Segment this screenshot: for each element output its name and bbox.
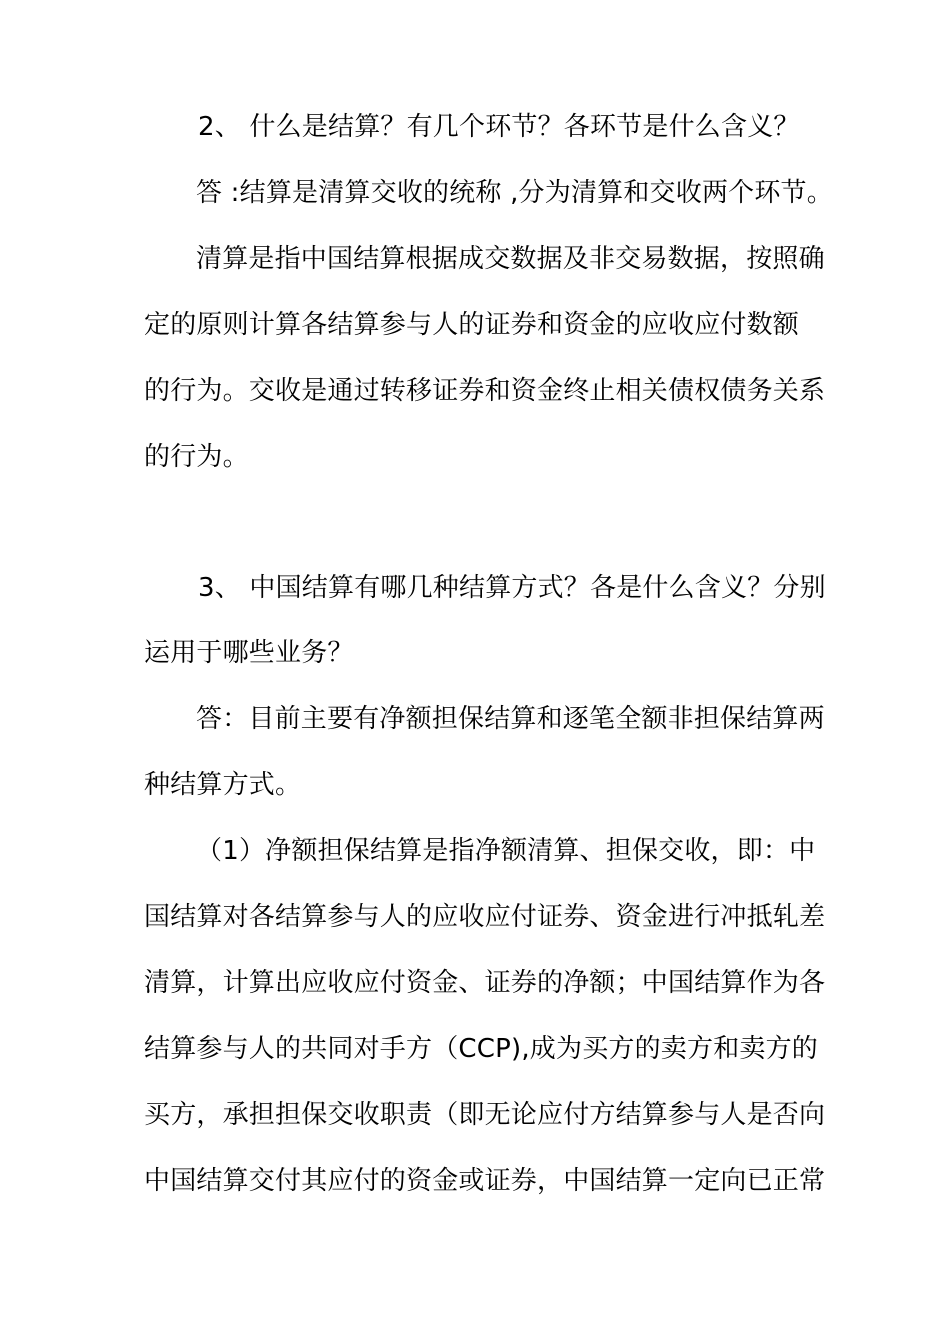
answer-2-line-3: 定的原则计算各结算参与人的证券和资金的应收应付数额	[144, 310, 800, 340]
question-3-line-1: 3、 中国结算有哪几种结算方式？各是什么含义？分别	[198, 573, 826, 603]
answer-3-line-4: 国结算对各结算参与人的应收应付证券、资金进行冲抵轧差	[144, 902, 826, 932]
question-3-line-2: 运用于哪些业务？	[144, 638, 354, 668]
answer-3-line-8: 中国结算交付其应付的资金或证券，中国结算一定向已正常	[144, 1166, 826, 1196]
answer-2-line-4: 的行为。交收是通过转移证券和资金终止相关债权债务关系	[144, 376, 826, 406]
question-2: 2、 什么是结算？有几个环节？各环节是什么含义？	[198, 112, 800, 142]
answer-2-line-5: 的行为。	[144, 442, 249, 472]
answer-2-line-2: 清算是指中国结算根据成交数据及非交易数据，按照确	[196, 244, 825, 274]
answer-3-line-5: 清算，计算出应收应付资金、证券的净额；中国结算作为各	[144, 968, 826, 998]
answer-3-line-2: 种结算方式。	[144, 770, 302, 800]
answer-3-line-1: 答：目前主要有净额担保结算和逐笔全额非担保结算两	[196, 704, 825, 734]
answer-3-line-7: 买方，承担担保交收职责（即无论应付方结算参与人是否向	[144, 1100, 826, 1130]
answer-2-line-1: 答 :结算是清算交收的统称 ,分为清算和交收两个环节。	[196, 178, 833, 208]
answer-3-line-3: （1）净额担保结算是指净额清算、担保交收，即：中	[196, 836, 816, 866]
answer-3-line-6: 结算参与人的共同对手方（CCP),成为买方的卖方和卖方的	[144, 1034, 818, 1064]
